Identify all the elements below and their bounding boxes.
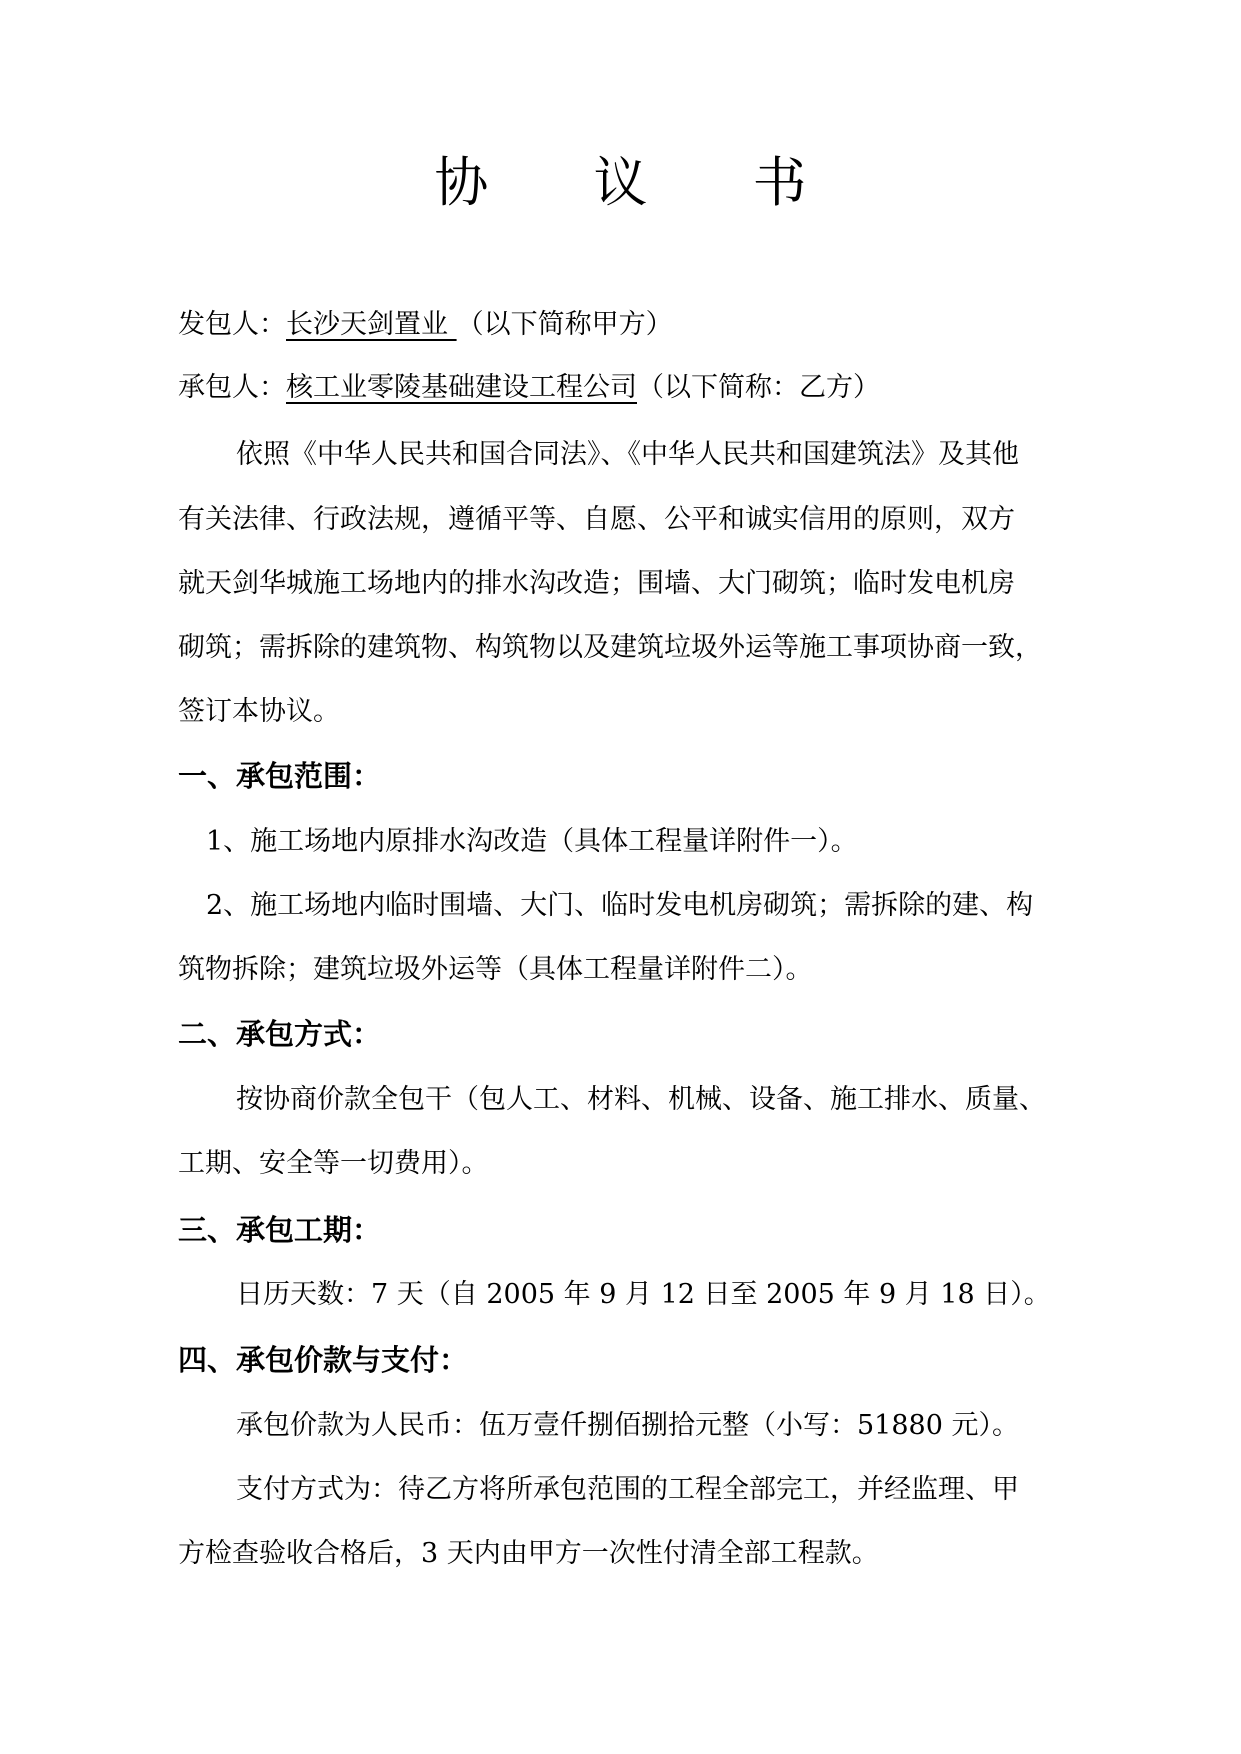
payment-line: 方检查验收合格后，3 天内由甲方一次性付清全部工程款。: [178, 1538, 879, 1569]
price-line: 承包价款为人民币：伍万壹仟捌佰捌拾元整（小写：51880 元）。: [236, 1410, 1019, 1441]
preamble-line: 有关法律、行政法规，遵循平等、自愿、公平和诚实信用的原则，双方: [178, 504, 1015, 535]
document-title: 协 议 书: [434, 151, 851, 214]
employer-label: 发包人：: [178, 309, 286, 340]
section-heading-method: 二、承包方式：: [178, 1017, 382, 1051]
method-line: 工期、安全等一切费用）。: [178, 1148, 489, 1179]
preamble-line: 依照《中华人民共和国合同法》、《中华人民共和国建筑法》及其他: [236, 439, 1019, 470]
employer-name: 长沙天剑置业: [286, 309, 457, 340]
employer-line: [178, 305, 1078, 345]
contractor-line: [178, 368, 1078, 408]
employer-note: （以下简称甲方）: [456, 309, 673, 340]
payment-line: 支付方式为：待乙方将所承包范围的工程全部完工，并经监理、甲: [236, 1474, 1019, 1505]
section-heading-scope: 一、承包范围：: [178, 759, 382, 793]
preamble-line: 就天剑华城施工场地内的排水沟改造；围墙、大门砌筑；临时发电机房: [178, 568, 1015, 599]
period-line: 日历天数：7 天（自 2005 年 9 月 12 日至 2005 年 9 月 18 日）。: [236, 1279, 1051, 1310]
contractor-note: （以下简称：乙方）: [637, 372, 880, 403]
preamble-line: 砌筑；需拆除的建筑物、构筑物以及建筑垃圾外运等施工事项协商一致，: [178, 632, 1042, 663]
scope-line: 2、施工场地内临时围墙、大门、临时发电机房砌筑；需拆除的建、构: [206, 890, 1034, 921]
scope-line: 1、施工场地内原排水沟改造（具体工程量详附件一）。: [206, 826, 858, 857]
section-heading-period: 三、承包工期：: [178, 1213, 382, 1247]
contractor-name: 核工业零陵基础建设工程公司: [286, 372, 637, 403]
method-line: 按协商价款全包干（包人工、材料、机械、设备、施工排水、质量、: [236, 1084, 1046, 1115]
contractor-label: 承包人：: [178, 372, 286, 403]
scope-line: 筑物拆除；建筑垃圾外运等（具体工程量详附件二）。: [178, 954, 813, 985]
preamble-line: 签订本协议。: [178, 696, 340, 727]
section-heading-price: 四、承包价款与支付：: [178, 1343, 469, 1377]
